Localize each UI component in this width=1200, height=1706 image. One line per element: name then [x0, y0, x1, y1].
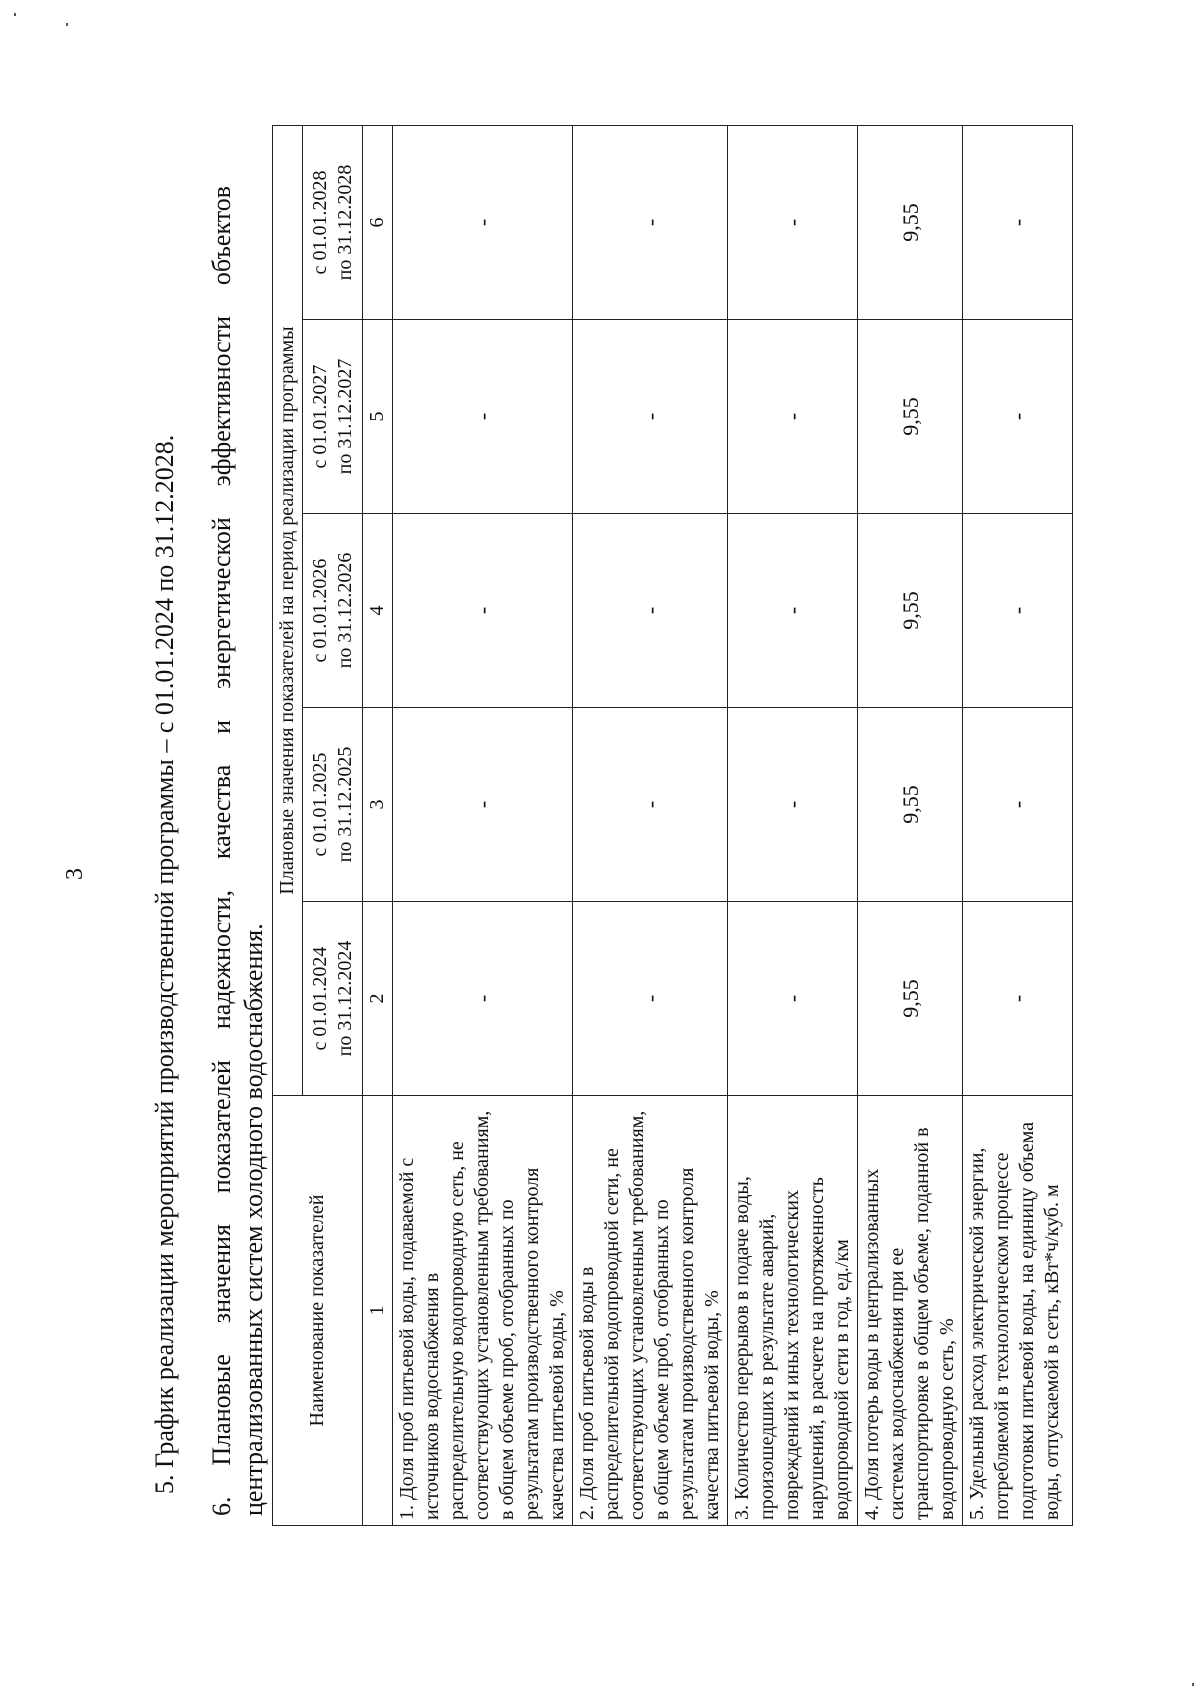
indicator-name: 3. Количество перерывов в подаче воды, произошедших в результате аварий, повреждений и иных технологических нарушений, в расчете на протяженность водопроводной сети в год, ед./км — [728, 1096, 858, 1526]
indicator-name: 5. Удельный расход электрической энергии, потребляемой в технологическом процессе подготовки питьевой воды, на единицу объема воды, отпускаемой в сеть, кВт*ч/куб. м — [963, 1096, 1073, 1526]
indicator-value: - — [728, 514, 858, 708]
indicator-value: - — [393, 902, 573, 1096]
period-header: с 01.01.2024 по 31.12.2024 — [303, 902, 363, 1096]
period-header: с 01.01.2028 по 31.12.2028 — [303, 125, 363, 319]
indicator-value: - — [728, 902, 858, 1096]
indicator-value: - — [573, 320, 728, 514]
table-row — [728, 125, 858, 1525]
column-number: 6 — [363, 125, 393, 319]
group-header: Плановые значения показателей на период реализации программы — [273, 125, 303, 1095]
indicator-value: 9,55 — [858, 125, 963, 319]
indicators-table — [272, 125, 1073, 1526]
col-name-header: Наименование показателей — [273, 1096, 363, 1526]
column-number: 1 — [363, 1096, 393, 1526]
section-6-line1: 6. Плановые значения показателей надежности, качества и энергетической эффективности объектов — [207, 185, 236, 1516]
indicator-name: 2. Доля проб питьевой воды в распределительной водопроводной сети, не соответствующих установленным требованиям, в общем объеме проб, отобранных по результатам производственного контроля качества питьевой воды, % — [573, 1096, 728, 1526]
indicator-value: 9,55 — [858, 708, 963, 902]
table-row — [393, 125, 573, 1525]
indicator-value: - — [728, 708, 858, 902]
period-header: с 01.01.2026 по 31.12.2026 — [303, 514, 363, 708]
section-5-heading: 5. График реализации мероприятий производственной программы – с 01.01.2024 по 31.12.2028. — [150, 434, 179, 1494]
indicator-value: - — [963, 902, 1073, 1096]
indicator-value: 9,55 — [858, 902, 963, 1096]
indicator-value: - — [573, 125, 728, 319]
indicator-value: - — [393, 514, 573, 708]
column-number: 4 — [363, 514, 393, 708]
indicator-value: - — [963, 514, 1073, 708]
indicator-value: - — [393, 708, 573, 902]
period-header: с 01.01.2027 по 31.12.2027 — [303, 320, 363, 514]
indicator-value: - — [573, 514, 728, 708]
indicator-value: - — [963, 708, 1073, 902]
indicator-value: - — [393, 125, 573, 319]
indicator-value: 9,55 — [858, 320, 963, 514]
period-header: с 01.01.2025 по 31.12.2025 — [303, 708, 363, 902]
indicator-value: - — [728, 125, 858, 319]
indicator-value: - — [573, 708, 728, 902]
indicator-value: - — [963, 125, 1073, 319]
indicator-value: - — [393, 320, 573, 514]
page-number: 3 — [62, 868, 88, 880]
scan-speck — [66, 23, 68, 26]
column-number: 3 — [363, 708, 393, 902]
indicator-name: 1. Доля проб питьевой воды, подаваемой с источников водоснабжения в распределительную водопроводную сеть, не соответствующих установленным требованиям, в общем объеме проб, отобранных по результатам производственного контроля качества питьевой воды, % — [393, 1096, 573, 1526]
scan-speck — [1192, 1683, 1194, 1686]
indicator-value: - — [573, 902, 728, 1096]
column-number: 2 — [363, 902, 393, 1096]
indicator-value: - — [963, 320, 1073, 514]
section-6-heading — [206, 186, 270, 1516]
column-number: 5 — [363, 320, 393, 514]
indicator-name: 4. Доля потерь воды в централизованных системах водоснабжения при ее транспортировке в общем объеме, поданной в водопроводную сеть, % — [858, 1096, 963, 1526]
table-row — [573, 125, 728, 1525]
table-row — [858, 125, 963, 1525]
table-row — [963, 125, 1073, 1525]
scan-speck — [14, 13, 16, 16]
section-6-line2: централизованных систем холодного водоснабжения. — [239, 923, 268, 1516]
indicator-value: 9,55 — [858, 514, 963, 708]
indicator-value: - — [728, 320, 858, 514]
